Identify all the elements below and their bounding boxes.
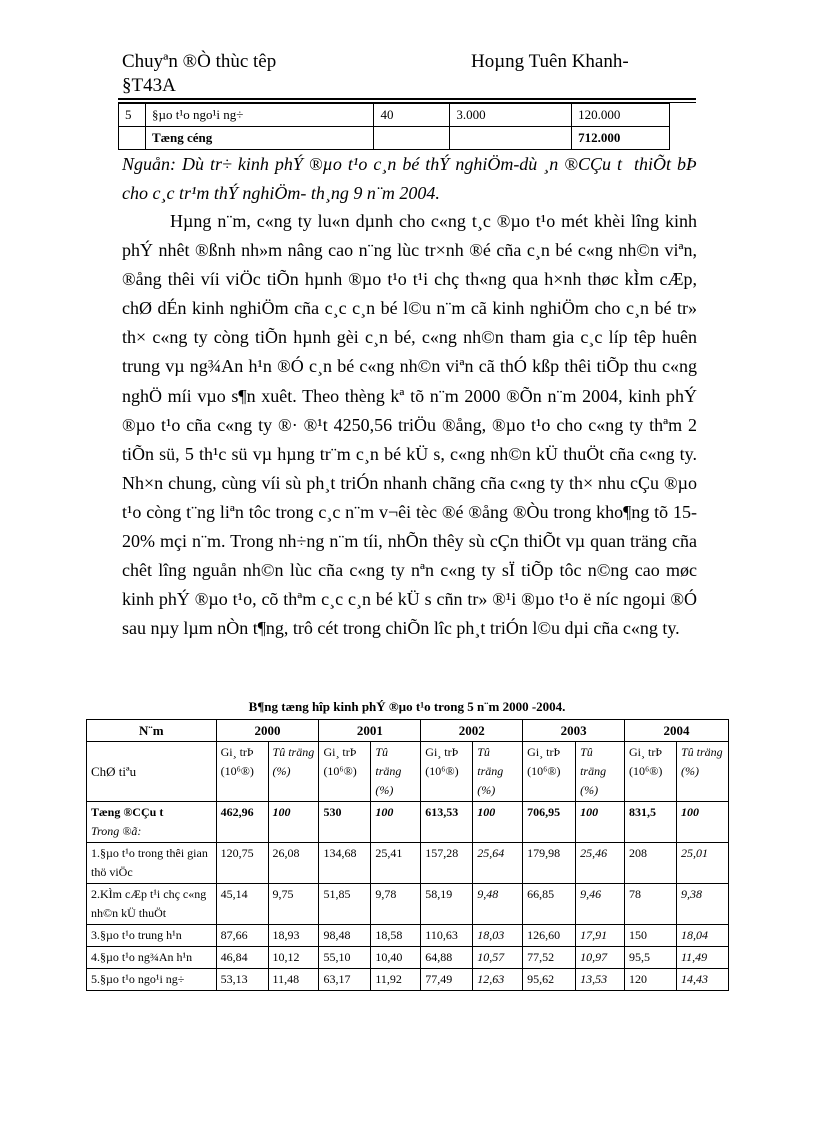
source-note: Nguån: Dù tr÷ kinh phÝ ®µo t¹o c¸n bé thÝ nghiÖm-dù ¸n ®CÇu t thiÕt bÞ cho c¸c tr¹m thÝ nghiÖm- th¸ng 9 n¨m 2004. bbox=[122, 154, 697, 203]
row-value: 134,68 bbox=[319, 843, 371, 884]
row-value: 58,19 bbox=[421, 884, 473, 925]
row-share: 25,01 bbox=[676, 843, 728, 884]
row-share: 26,08 bbox=[268, 843, 319, 884]
total-sublabel: Trong ®ã: bbox=[91, 824, 142, 838]
row-share: 11,48 bbox=[268, 969, 319, 991]
row-unit-cost bbox=[450, 127, 572, 150]
row-label: 5.§µo t¹o ngo¹i ng÷ bbox=[87, 969, 217, 991]
value-header: Gi¸ trÞ (10⁶®) bbox=[421, 742, 473, 802]
value-header: Gi¸ trÞ (10⁶®) bbox=[625, 742, 677, 802]
row-share: 25,46 bbox=[576, 843, 625, 884]
row-value: 78 bbox=[625, 884, 677, 925]
value-header: Gi¸ trÞ (10⁶®) bbox=[216, 742, 268, 802]
header-row-years bbox=[87, 720, 729, 742]
year-header: 2000 bbox=[216, 720, 319, 742]
table-row bbox=[87, 947, 729, 969]
year-header: 2002 bbox=[421, 720, 523, 742]
row-label: §µo t¹o ngo¹i ng÷ bbox=[145, 104, 373, 127]
year-header: 2004 bbox=[625, 720, 729, 742]
total-value: 530 bbox=[319, 802, 371, 843]
row-value: 98,48 bbox=[319, 925, 371, 947]
total-row bbox=[87, 802, 729, 843]
year-header: 2001 bbox=[319, 720, 421, 742]
table-row bbox=[87, 925, 729, 947]
table-row bbox=[87, 969, 729, 991]
row-value: 45,14 bbox=[216, 884, 268, 925]
row-value: 126,60 bbox=[523, 925, 576, 947]
row-share: 10,97 bbox=[576, 947, 625, 969]
total-value: 462,96 bbox=[216, 802, 268, 843]
row-value: 179,98 bbox=[523, 843, 576, 884]
row-share: 18,93 bbox=[268, 925, 319, 947]
year-column-label: N¨m bbox=[87, 720, 217, 742]
row-share: 12,63 bbox=[473, 969, 523, 991]
table-row bbox=[87, 843, 729, 884]
table-row-total bbox=[119, 127, 670, 150]
row-value: 77,52 bbox=[523, 947, 576, 969]
row-value: 53,13 bbox=[216, 969, 268, 991]
row-share: 13,53 bbox=[576, 969, 625, 991]
row-value: 46,84 bbox=[216, 947, 268, 969]
row-label: 4.§µo t¹o ng¾An h¹n bbox=[87, 947, 217, 969]
row-value: 63,17 bbox=[319, 969, 371, 991]
row-value: 77,49 bbox=[421, 969, 473, 991]
total-share: 100 bbox=[268, 802, 319, 843]
row-share: 17,91 bbox=[576, 925, 625, 947]
row-value: 110,63 bbox=[421, 925, 473, 947]
row-value: 51,85 bbox=[319, 884, 371, 925]
total-share: 100 bbox=[676, 802, 728, 843]
header-title: Chuyªn ®Ò thùc têp bbox=[122, 51, 277, 72]
row-quantity bbox=[374, 127, 450, 150]
row-label: 3.§µo t¹o trung h¹n bbox=[87, 925, 217, 947]
share-header: Tû träng (%) bbox=[676, 742, 728, 802]
row-label: 1.§µo t¹o trong thêi gian thö viÖc bbox=[87, 843, 217, 884]
row-share: 10,40 bbox=[371, 947, 421, 969]
row-share: 11,92 bbox=[371, 969, 421, 991]
row-number bbox=[119, 127, 146, 150]
row-share: 9,48 bbox=[473, 884, 523, 925]
row-share: 10,12 bbox=[268, 947, 319, 969]
row-total: 120.000 bbox=[572, 104, 670, 127]
total-value: 613,53 bbox=[421, 802, 473, 843]
share-header: Tû träng (%) bbox=[473, 742, 523, 802]
row-share: 25,41 bbox=[371, 843, 421, 884]
row-share: 9,46 bbox=[576, 884, 625, 925]
row-value: 66,85 bbox=[523, 884, 576, 925]
row-share: 18,04 bbox=[676, 925, 728, 947]
row-unit-cost: 3.000 bbox=[450, 104, 572, 127]
total-share: 100 bbox=[576, 802, 625, 843]
header-class: §T43A bbox=[122, 75, 176, 96]
share-header: Tû träng (%) bbox=[371, 742, 421, 802]
body-paragraph: Hµng n¨m, c«ng ty lu«n dµnh cho c«ng t¸c ®µo t¹o mét khèi lîng kinh phÝ nhêt ®ßnh nh»m nâng cao n¨ng lùc tr×nh ®é cña c¸n bé c«ng nh©n viªn, ®ång thêi víi viÖc tiÕn hµnh ®µo t¹o t¹i chç th«ng qua h×nh thøc kÌm cÆp, chØ dÉn kinh nghiÖm cña c¸c c¸n bé l©u n¨m cã kinh nghiÖm cho c¸n bé tr» th× c«ng ty còng tiÕn hµnh gèi c¸n bé, c«ng nh©n tham gia c¸c líp têp huên trung vµ ng¾An h¹n ®Ó c¸n bé c«ng nh©n viªn cã thÓ kßp thêi tiÕp thu c«ng nghÖ míi vµo s¶n xuêt. Theo thèng kª tõ n¨m 2000 ®Õn n¨m 2004, kinh phÝ ®µo t¹o cña c«ng ty ®· ®¹t 4250,56 triÖu ®ång, ®µo t¹o cho c«ng ty thªm 2 tiÕn sü, 5 th¹c sü vµ hµng tr¨m c¸n bé kÜ s, c«ng nh©n kÜ thuÖt cña c«ng ty. Nh×n chung, cùng víi sù ph¸t triÓn nhanh chãng cña c«ng ty th× nhu cÇu ®µo t¹o còng t¨ng liªn tôc trong c¸c n¨m v¬êi tèc ®é ®ång ®Òu trong kho¶ng tõ 15-20% mçi n¨m. Trong nh÷ng n¨m tíi, nhÕn thêy sù cÇn thiÕt vµ quan träng cña chêt lîng nguån nh©n lùc cña c«ng ty nªn c«ng ty sÏ tiÕp tôc n©ng cao møc kinh phÝ ®µo t¹o, cõ thªm c¸c c¸n bé kÜ s cñn tr» ®¹i ®µo t¹o ë níc ngoµi ®Ó sau nµy lµm nÒn t¶ng, trô cét trong chiÕn lîc ph¸t triÓn l©u dµi cña c«ng ty. bbox=[122, 211, 697, 639]
table-caption: B¶ng tæng hîp kinh phÝ ®µo t¹o trong 5 n¨m 2000 -2004. bbox=[248, 699, 566, 714]
cost-table-continued bbox=[118, 103, 670, 150]
header-divider bbox=[118, 98, 696, 100]
row-share: 9,78 bbox=[371, 884, 421, 925]
row-label: 2.KÌm cÆp t¹i chç c«ng nh©n kÜ thuÖt bbox=[87, 884, 217, 925]
row-value: 120,75 bbox=[216, 843, 268, 884]
row-value: 120 bbox=[625, 969, 677, 991]
total-label: Tæng ®CÇu t bbox=[91, 805, 164, 819]
row-label: Tæng céng bbox=[145, 127, 373, 150]
total-share: 100 bbox=[371, 802, 421, 843]
row-value: 150 bbox=[625, 925, 677, 947]
year-header: 2003 bbox=[523, 720, 625, 742]
header-row-measures bbox=[87, 742, 729, 802]
row-share: 18,58 bbox=[371, 925, 421, 947]
total-label-cell bbox=[87, 802, 217, 843]
row-value: 208 bbox=[625, 843, 677, 884]
row-share: 25,64 bbox=[473, 843, 523, 884]
training-budget-table bbox=[86, 719, 729, 991]
row-value: 55,10 bbox=[319, 947, 371, 969]
row-share: 18,03 bbox=[473, 925, 523, 947]
row-share: 10,57 bbox=[473, 947, 523, 969]
total-value: 831,5 bbox=[625, 802, 677, 843]
header-author: Hoµng Tuên Khanh- bbox=[471, 51, 629, 72]
row-quantity: 40 bbox=[374, 104, 450, 127]
header-left bbox=[122, 50, 276, 98]
row-value: 64,88 bbox=[421, 947, 473, 969]
row-value: 95,5 bbox=[625, 947, 677, 969]
row-value: 157,28 bbox=[421, 843, 473, 884]
total-value: 706,95 bbox=[523, 802, 576, 843]
total-share: 100 bbox=[473, 802, 523, 843]
row-share: 9,38 bbox=[676, 884, 728, 925]
row-value: 87,66 bbox=[216, 925, 268, 947]
value-header: Gi¸ trÞ (10⁶®) bbox=[319, 742, 371, 802]
table-row bbox=[87, 884, 729, 925]
row-share: 11,49 bbox=[676, 947, 728, 969]
share-header: Tû träng (%) bbox=[268, 742, 319, 802]
row-total: 712.000 bbox=[572, 127, 670, 150]
row-share: 14,43 bbox=[676, 969, 728, 991]
value-header: Gi¸ trÞ (10⁶®) bbox=[523, 742, 576, 802]
indicator-column-label: ChØ tiªu bbox=[87, 742, 217, 802]
table-row bbox=[119, 104, 670, 127]
row-number: 5 bbox=[119, 104, 146, 127]
row-value: 95,62 bbox=[523, 969, 576, 991]
row-share: 9,75 bbox=[268, 884, 319, 925]
share-header: Tû träng (%) bbox=[576, 742, 625, 802]
